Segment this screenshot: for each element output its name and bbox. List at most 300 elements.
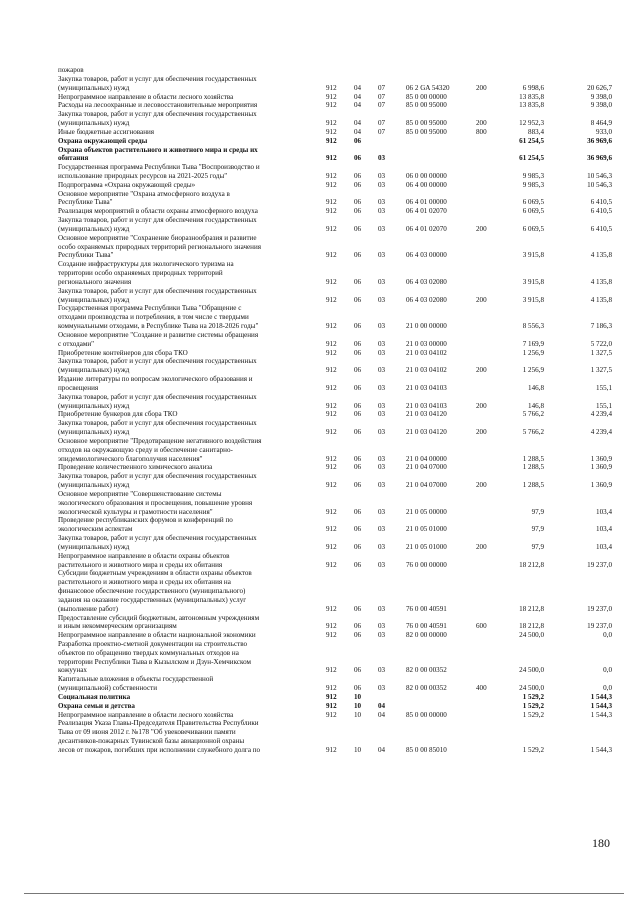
amount-2022: 146,8 — [528, 401, 544, 410]
target-article-code: 85 0 00 95000 — [406, 119, 447, 127]
amount-2022: 24 500,0 — [519, 631, 544, 640]
ministry-code: 912 — [326, 154, 337, 163]
target-article-code: 21 0 03 04103 — [406, 383, 447, 392]
subsection-code: 03 — [378, 525, 386, 534]
amount-2023: 1 327,5 — [590, 348, 612, 357]
ministry-code: 912 — [326, 207, 337, 216]
row-name: (муниципальных) нужд — [58, 481, 130, 489]
amount-2023: 19 237,0 — [587, 622, 612, 631]
row-name: Закупка товаров, работ и услуг для обеспечения государственных — [58, 357, 257, 366]
subsection-code: 07 — [378, 92, 386, 101]
row-name: Охрана семьи и детства — [58, 701, 135, 710]
amount-2023: 7 186,3 — [590, 322, 612, 331]
row-name: (выполнение работ) — [58, 604, 118, 613]
row-name: экологическим аспектам — [58, 525, 133, 534]
target-article-code: 06 4 03 02080 — [406, 295, 447, 304]
amount-2022: 1 288,5 — [522, 454, 544, 463]
row-name: регионального значения — [58, 277, 132, 286]
amount-2022: 61 254,5 — [519, 136, 544, 145]
row-name: Государственная программа Республики Тыва "Воспроизводство и — [58, 163, 260, 172]
amount-2022: 97,9 — [531, 525, 544, 534]
row-name: Субсидии бюджетным учреждениям в области охраны объектов — [58, 569, 252, 578]
row-name: Основное мероприятие "Охрана атмосферного воздуха в — [58, 189, 230, 198]
subsection-code: 03 — [378, 322, 386, 331]
row-name: пожаров — [58, 66, 84, 74]
amount-2023: 0,0 — [603, 684, 612, 693]
row-name: Основное мероприятие "Создание и развитие системы обращения — [58, 330, 259, 339]
section-code: 10 — [354, 701, 362, 710]
subsection-code: 03 — [378, 542, 386, 551]
subsection-code: 03 — [378, 631, 386, 640]
section-code: 06 — [354, 207, 362, 216]
ministry-code: 912 — [326, 83, 337, 92]
subsection-code: 03 — [378, 383, 386, 392]
row-name: Предоставление субсидий бюджетным, автономным учреждениям — [58, 613, 260, 622]
ministry-code: 912 — [326, 348, 337, 357]
subsection-code: 03 — [378, 295, 386, 304]
ministry-code: 912 — [326, 666, 337, 675]
subsection-code: 03 — [378, 348, 386, 357]
ministry-code: 912 — [326, 172, 337, 180]
ministry-code: 912 — [326, 92, 337, 101]
section-code: 06 — [354, 136, 362, 145]
row-name: (муниципальных) нужд — [58, 542, 130, 551]
amount-2022: 97,9 — [531, 542, 544, 551]
section-code: 06 — [354, 631, 362, 640]
amount-2023: 1 360,9 — [590, 481, 612, 489]
amount-2023: 6 410,5 — [590, 207, 612, 216]
row-name: Основное мероприятие "Сохранение биоразнообразия и развитие — [58, 233, 257, 242]
ministry-code: 912 — [326, 366, 337, 375]
subsection-code: 03 — [378, 454, 386, 463]
ministry-code: 912 — [326, 101, 337, 110]
ministry-code: 912 — [326, 684, 337, 693]
target-article-code: 21 0 05 01000 — [406, 542, 447, 551]
row-name: финансовое обеспечение государственного (муниципального) — [58, 587, 246, 595]
amount-2023: 933,0 — [596, 127, 612, 136]
expense-type-code: 200 — [476, 83, 487, 92]
row-name: лесов от пожаров, погибших при исполнении служебного долга по — [58, 745, 261, 754]
row-name: Расходы на лесоохранные и лесовосстановительные мероприятия — [58, 101, 258, 110]
page-number: 180 — [592, 836, 610, 850]
section-code: 06 — [354, 684, 362, 693]
subsection-code: 03 — [378, 666, 386, 675]
section-code: 06 — [354, 428, 362, 436]
amount-2022: 5 766,2 — [522, 410, 544, 419]
row-name: просвещения — [58, 383, 99, 392]
subsection-code: 03 — [378, 463, 386, 472]
ministry-code: 912 — [326, 136, 337, 145]
row-name: территории Республики Тыва в Кызылском и Дзун-Хемчикском — [58, 657, 251, 666]
subsection-code: 03 — [378, 622, 386, 631]
amount-2022: 883,4 — [528, 127, 544, 136]
amount-2023: 20 626,7 — [587, 83, 612, 92]
subsection-code: 03 — [378, 560, 386, 569]
target-article-code: 21 0 00 00000 — [406, 322, 447, 331]
target-article-code: 82 0 00 00000 — [406, 631, 447, 640]
row-name: задания на оказание государственных (муниципальных) услуг — [58, 595, 247, 604]
amount-2022: 1 288,5 — [522, 463, 544, 472]
ministry-code: 912 — [326, 322, 337, 331]
section-code: 06 — [354, 277, 362, 286]
target-article-code: 21 0 03 04120 — [406, 428, 447, 436]
ministry-code: 912 — [326, 198, 337, 207]
ministry-code: 912 — [326, 277, 337, 286]
target-article-code: 76 0 00 00000 — [406, 560, 447, 569]
amount-2022: 24 500,0 — [519, 684, 544, 693]
amount-2022: 13 835,8 — [519, 101, 544, 110]
row-name: Охрана объектов растительного и животного мира и среды их — [58, 145, 258, 154]
target-article-code: 21 0 03 04102 — [406, 366, 447, 375]
amount-2022: 3 915,8 — [522, 251, 544, 260]
section-code: 06 — [354, 542, 362, 551]
section-code: 06 — [354, 410, 362, 419]
ministry-code: 912 — [326, 701, 337, 710]
amount-2023: 5 722,0 — [590, 339, 612, 348]
row-name: территории особо охраняемых природных территорий — [58, 269, 223, 278]
row-name: (муниципальных) нужд — [58, 401, 130, 410]
ministry-code: 912 — [326, 454, 337, 463]
row-name: (муниципальных) нужд — [58, 366, 130, 375]
target-article-code: 21 0 03 04120 — [406, 410, 447, 419]
target-article-code: 06 4 01 02070 — [406, 207, 447, 216]
section-code: 06 — [354, 401, 362, 410]
row-name: объектов по обращению твердых коммунальных отходов на — [58, 648, 239, 657]
subsection-code: 04 — [378, 745, 386, 754]
section-code: 06 — [354, 339, 362, 348]
expense-type-code: 200 — [476, 428, 487, 436]
section-code: 06 — [354, 507, 362, 516]
ministry-code: 912 — [326, 542, 337, 551]
amount-2023: 4 135,8 — [590, 277, 612, 286]
amount-2023: 155,1 — [596, 383, 612, 392]
amount-2022: 1 288,5 — [522, 481, 544, 489]
target-article-code: 21 0 04 07000 — [406, 481, 447, 489]
amount-2023: 103,4 — [596, 525, 612, 534]
row-name: Непрограммное направление в области охраны объектов — [58, 551, 230, 560]
expense-type-code: 200 — [476, 366, 487, 375]
subsection-code: 04 — [378, 701, 386, 710]
amount-2022: 9 985,3 — [522, 180, 544, 189]
subsection-code: 03 — [378, 224, 386, 233]
target-article-code: 21 0 03 04102 — [406, 348, 447, 357]
section-code: 06 — [354, 198, 362, 207]
row-name: растительного и животного мира и среды их обитания на — [58, 578, 231, 587]
subsection-code: 07 — [378, 127, 386, 136]
section-code: 10 — [354, 745, 362, 754]
section-code: 06 — [354, 622, 362, 631]
ministry-code: 912 — [326, 560, 337, 569]
section-code: 10 — [354, 710, 362, 719]
target-article-code: 82 0 00 00352 — [406, 666, 447, 675]
target-article-code: 85 0 00 95000 — [406, 101, 447, 110]
amount-2023: 1 544,3 — [590, 710, 612, 719]
subsection-code: 03 — [378, 339, 386, 348]
subsection-code: 03 — [378, 366, 386, 375]
amount-2022: 1 529,2 — [522, 692, 544, 701]
ministry-code: 912 — [326, 401, 337, 410]
expense-type-code: 200 — [476, 542, 487, 551]
row-name: экологической культуры и грамотности населения" — [58, 507, 213, 516]
row-name: (муниципальных) нужд — [58, 83, 130, 92]
row-name: экологического образования и просвещения, повышение уровня — [58, 498, 253, 507]
expense-type-code: 200 — [476, 481, 487, 489]
ministry-code: 912 — [326, 295, 337, 304]
row-name: (муниципальных) нужд — [58, 224, 130, 233]
amount-2022: 1 529,2 — [522, 701, 544, 710]
row-name: десантников-пожарных Тувинской базы авиационной охраны — [58, 737, 245, 746]
section-code: 06 — [354, 454, 362, 463]
amount-2022: 9 985,3 — [522, 172, 544, 180]
row-name: особо охраняемых природных территорий регионального значения — [58, 242, 262, 251]
amount-2023: 1 360,9 — [590, 454, 612, 463]
amount-2023: 155,1 — [596, 401, 612, 410]
target-article-code: 06 4 01 02070 — [406, 224, 447, 233]
amount-2023: 36 969,6 — [587, 136, 612, 145]
ministry-code: 912 — [326, 428, 337, 436]
amount-2022: 3 915,8 — [522, 295, 544, 304]
expense-type-code: 200 — [476, 401, 487, 410]
amount-2022: 18 212,8 — [519, 622, 544, 631]
target-article-code: 21 0 04 07000 — [406, 463, 447, 472]
amount-2023: 4 239,4 — [590, 428, 612, 436]
amount-2022: 6 069,5 — [522, 207, 544, 216]
section-code: 04 — [354, 101, 362, 110]
ministry-code: 912 — [326, 339, 337, 348]
section-code: 06 — [354, 463, 362, 472]
subsection-code: 03 — [378, 401, 386, 410]
amount-2023: 1 544,3 — [590, 692, 612, 701]
amount-2023: 4 135,8 — [590, 295, 612, 304]
amount-2023: 19 237,0 — [587, 560, 612, 569]
row-name: Республики Тыва" — [58, 251, 114, 260]
expense-type-code: 800 — [476, 127, 487, 136]
ministry-code: 912 — [326, 119, 337, 127]
row-name: Реализация мероприятий в области охраны атмосферного воздуха — [58, 207, 258, 216]
amount-2023: 6 410,5 — [590, 198, 612, 207]
target-article-code: 85 0 00 85010 — [406, 745, 447, 754]
row-name: Непрограммное направление в области лесного хозяйства — [58, 710, 234, 719]
row-name: отходов на окружающую среду и обеспечение санитарно- — [58, 445, 233, 454]
amount-2023: 0,0 — [603, 666, 612, 675]
row-name: Реализация Указа Главы-Председателя Правительства Республики — [58, 719, 259, 728]
amount-2023: 1 544,3 — [590, 701, 612, 710]
section-code: 06 — [354, 560, 362, 569]
row-name: Закупка товаров, работ и услуг для обеспечения государственных — [58, 534, 257, 542]
row-name: Непрограммное направление в области национальной экономики — [58, 631, 256, 640]
amount-2023: 10 546,3 — [587, 180, 612, 189]
row-name: Иные бюджетные ассигнования — [58, 127, 155, 136]
section-code: 06 — [354, 154, 362, 163]
section-code: 06 — [354, 295, 362, 304]
amount-2022: 6 069,5 — [522, 224, 544, 233]
row-name: Закупка товаров, работ и услуг для обеспечения государственных — [58, 472, 257, 481]
target-article-code: 21 0 03 00000 — [406, 339, 447, 348]
amount-2022: 3 915,8 — [522, 277, 544, 286]
row-name: и иным некоммерческим организациям — [58, 622, 177, 631]
subsection-code: 03 — [378, 207, 386, 216]
amount-2022: 13 835,8 — [519, 92, 544, 101]
row-name: Проведение республиканских форумов и конференций по — [58, 516, 233, 525]
amount-2023: 9 398,0 — [590, 101, 612, 110]
amount-2023: 1 327,5 — [590, 366, 612, 375]
subsection-code: 03 — [378, 507, 386, 516]
subsection-code: 03 — [378, 172, 386, 180]
target-article-code: 21 0 03 04103 — [406, 401, 447, 410]
row-name: Закупка товаров, работ и услуг для обеспечения государственных — [58, 286, 257, 295]
amount-2022: 12 952,3 — [519, 119, 544, 127]
amount-2022: 7 169,9 — [522, 339, 544, 348]
target-article-code: 21 0 05 00000 — [406, 507, 447, 516]
amount-2023: 1 360,9 — [590, 463, 612, 472]
amount-2022: 97,9 — [531, 507, 544, 516]
subsection-code: 03 — [378, 154, 386, 163]
amount-2022: 1 529,2 — [522, 745, 544, 754]
target-article-code: 85 0 00 00000 — [406, 710, 447, 719]
row-name: Основное мероприятие "Предотвращение негативного воздействия — [58, 436, 262, 445]
amount-2023: 19 237,0 — [587, 604, 612, 613]
amount-2022: 6 069,5 — [522, 198, 544, 207]
bottom-divider — [24, 893, 624, 894]
target-article-code: 76 0 00 40591 — [406, 604, 447, 613]
row-name: Подпрограмма «Охрана окружающей среды» — [58, 180, 196, 189]
expense-type-code: 200 — [476, 295, 487, 304]
amount-2022: 24 500,0 — [519, 666, 544, 675]
row-name: Приобретение бункеров для сбора ТКО — [58, 410, 178, 419]
row-name: Государственная программа Республики Тыва "Обращение с — [58, 304, 242, 313]
row-name: Тыва от 09 июня 2012 г. №178 "Об увековечивании памяти — [58, 728, 236, 737]
amount-2022: 6 998,6 — [522, 83, 544, 92]
row-name: (муниципальной) собственности — [58, 684, 158, 693]
subsection-code: 03 — [378, 684, 386, 693]
row-name: обитания — [58, 154, 89, 163]
row-name: Приобретение контейнеров для сбора ТКО — [58, 348, 188, 357]
row-name: Капитальные вложения в объекты государственной — [58, 675, 214, 684]
amount-2023: 1 544,3 — [590, 745, 612, 754]
expense-type-code: 400 — [476, 684, 487, 693]
row-name: Закупка товаров, работ и услуг для обеспечения государственных — [58, 110, 257, 119]
section-code: 06 — [354, 322, 362, 331]
subsection-code: 03 — [378, 251, 386, 260]
row-name: Проведение количественного химического анализа — [58, 463, 213, 472]
amount-2022: 18 212,8 — [519, 604, 544, 613]
row-name: эпидемиологического благополучия населения" — [58, 454, 203, 463]
section-code: 04 — [354, 119, 362, 127]
amount-2022: 18 212,8 — [519, 560, 544, 569]
amount-2023: 36 969,6 — [587, 154, 612, 163]
amount-2023: 8 464,9 — [590, 119, 612, 127]
row-name: отходами производства и потребления, в том числе с твердыми — [58, 313, 249, 322]
amount-2022: 5 766,2 — [522, 428, 544, 436]
section-code: 06 — [354, 180, 362, 189]
row-name: растительного и животного мира и среды их обитания — [58, 560, 223, 569]
expense-type-code: 600 — [476, 622, 487, 631]
ministry-code: 912 — [326, 463, 337, 472]
target-article-code: 06 4 03 02080 — [406, 277, 447, 286]
ministry-code: 912 — [326, 745, 337, 754]
ministry-code: 912 — [326, 410, 337, 419]
subsection-code: 03 — [378, 277, 386, 286]
row-name: (муниципальных) нужд — [58, 428, 130, 436]
row-name: Основное мероприятие "Совершенствование системы — [58, 489, 222, 498]
target-article-code: 85 0 00 95000 — [406, 127, 447, 136]
ministry-code: 912 — [326, 127, 337, 136]
amount-2023: 9 398,0 — [590, 92, 612, 101]
row-name: коммунальными отходами, в Республике Тыва на 2018-2026 годы" — [58, 322, 259, 331]
section-code: 06 — [354, 224, 362, 233]
amount-2022: 146,8 — [528, 383, 544, 392]
section-code: 06 — [354, 666, 362, 675]
amount-2023: 4 239,4 — [590, 410, 612, 419]
target-article-code: 21 0 05 01000 — [406, 525, 447, 534]
section-code: 04 — [354, 127, 362, 136]
subsection-code: 03 — [378, 410, 386, 419]
subsection-code: 03 — [378, 180, 386, 189]
ministry-code: 912 — [326, 251, 337, 260]
amount-2022: 61 254,5 — [519, 154, 544, 163]
row-name: Социальная политика — [58, 692, 131, 701]
ministry-code: 912 — [326, 692, 337, 701]
row-name: Закупка товаров, работ и услуг для обеспечения государственных — [58, 74, 257, 83]
amount-2022: 8 556,3 — [522, 322, 544, 331]
row-name: (муниципальных) нужд — [58, 119, 130, 127]
row-name: Охрана окружающей среды — [58, 136, 148, 145]
subsection-code: 07 — [378, 83, 386, 92]
section-code: 06 — [354, 525, 362, 534]
target-article-code: 82 0 00 00352 — [406, 684, 447, 693]
target-article-code: 06 0 00 00000 — [406, 172, 447, 180]
amount-2023: 6 410,5 — [590, 224, 612, 233]
section-code: 06 — [354, 172, 362, 180]
section-code: 06 — [354, 481, 362, 489]
amount-2023: 103,4 — [596, 507, 612, 516]
target-article-code: 21 0 04 00000 — [406, 454, 447, 463]
ministry-code: 912 — [326, 525, 337, 534]
ministry-code: 912 — [326, 180, 337, 189]
section-code: 04 — [354, 92, 362, 101]
row-name: кожуунах — [58, 666, 87, 675]
section-code: 06 — [354, 366, 362, 375]
subsection-code: 07 — [378, 119, 386, 127]
ministry-code: 912 — [326, 604, 337, 613]
row-name: использование природных ресурсов на 2021-2025 годы" — [58, 172, 228, 180]
row-name: Республике Тыва" — [58, 198, 113, 207]
ministry-code: 912 — [326, 383, 337, 392]
row-name: Непрограммное направление в области лесного хозяйства — [58, 92, 234, 101]
row-name: Издание литературы по вопросам экологического образования и — [58, 375, 253, 384]
section-code: 06 — [354, 251, 362, 260]
row-name: (муниципальных) нужд — [58, 295, 130, 304]
row-name: Закупка товаров, работ и услуг для обеспечения государственных — [58, 216, 257, 225]
row-name: с отходами" — [58, 339, 95, 348]
expense-type-code: 200 — [476, 119, 487, 127]
subsection-code: 03 — [378, 604, 386, 613]
ministry-code: 912 — [326, 622, 337, 631]
amount-2022: 1 256,9 — [522, 366, 544, 375]
subsection-code: 03 — [378, 198, 386, 207]
section-code: 06 — [354, 604, 362, 613]
row-name: Закупка товаров, работ и услуг для обеспечения государственных — [58, 392, 257, 401]
amount-2023: 103,4 — [596, 542, 612, 551]
subsection-code: 03 — [378, 428, 386, 436]
expense-type-code: 200 — [476, 224, 487, 233]
row-name: Разработка проектно-сметной документации на строительство — [58, 640, 248, 648]
section-code: 04 — [354, 83, 362, 92]
amount-2023: 10 546,3 — [587, 172, 612, 180]
section-code: 06 — [354, 383, 362, 392]
subsection-code: 04 — [378, 710, 386, 719]
target-article-code: 76 0 00 40591 — [406, 622, 447, 631]
